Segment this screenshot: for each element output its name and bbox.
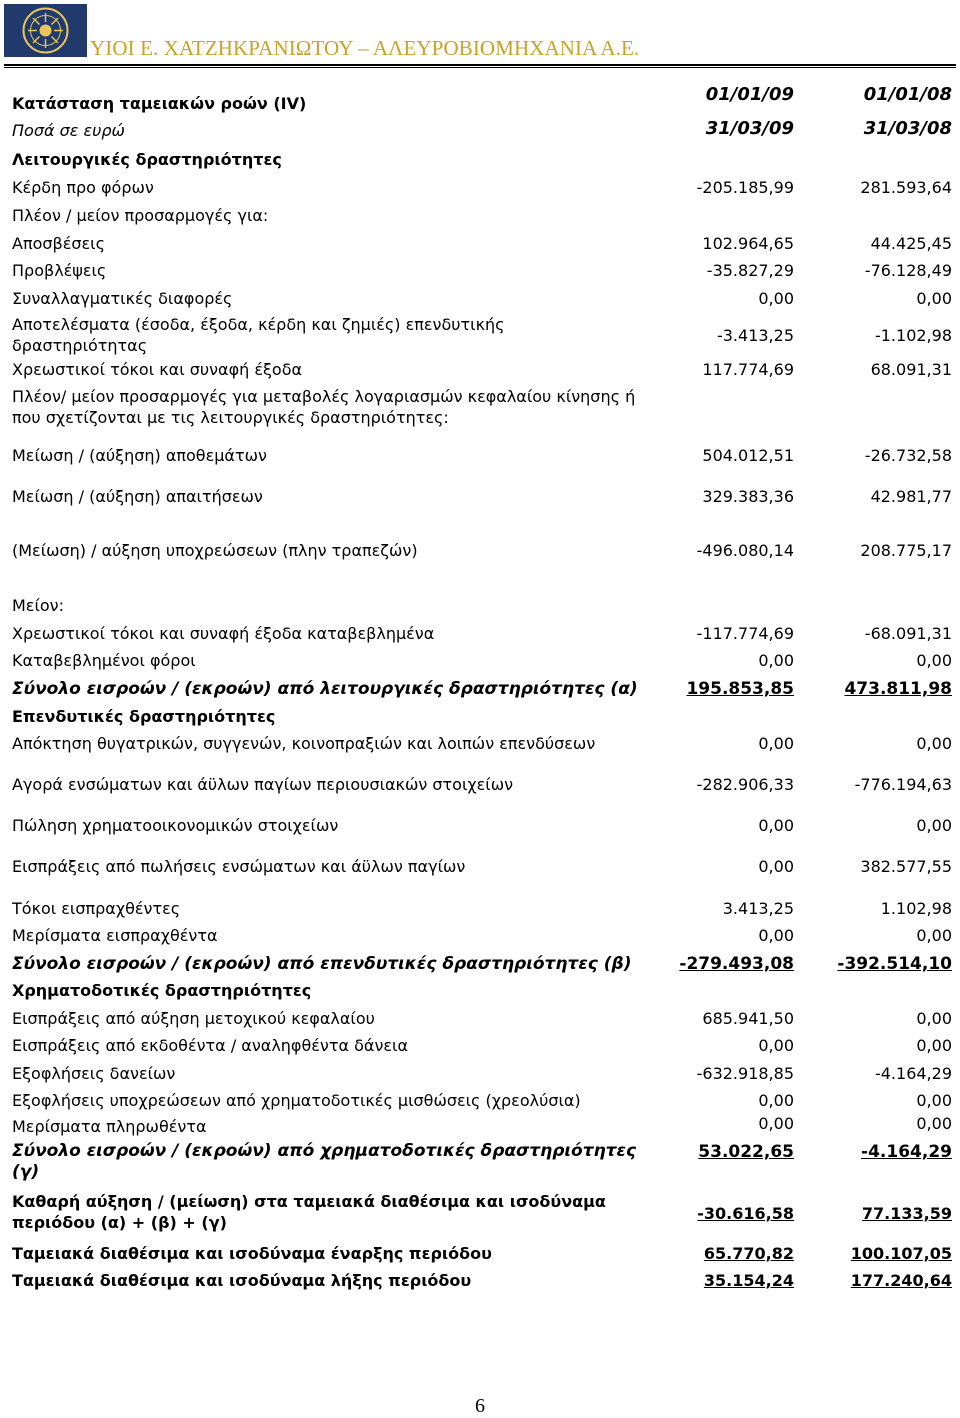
company-seal-logo — [4, 4, 87, 57]
col2-from-date: 01/01/08 — [863, 84, 952, 105]
row-label: Μείωση / (αύξηση) αποθεμάτων — [12, 446, 267, 465]
row-value-2009: 0,00 — [758, 857, 794, 876]
row-value-2009: -117.774,69 — [696, 624, 794, 643]
row-value-2009: 329.383,36 — [702, 487, 794, 506]
row-value-2009: 65.770,82 — [703, 1244, 794, 1263]
row-value-2009: -282.906,33 — [696, 775, 794, 794]
row-value-2009: -3.413,25 — [716, 326, 794, 345]
row-value-2008: 382.577,55 — [860, 857, 952, 876]
row-value-2009: 35.154,24 — [703, 1271, 794, 1290]
row-value-2008: 77.133,59 — [861, 1204, 952, 1223]
row-label: (Μείωση) / αύξηση υποχρεώσεων (πλην τραπεζών) — [12, 541, 418, 560]
row-value-2009: -496.080,14 — [696, 541, 794, 560]
row-label: Εισπράξεις από πωλήσεις ενσώματων και άϋλων παγίων — [12, 857, 466, 876]
row-value-2009: 0,00 — [758, 1114, 794, 1133]
row-value-2008: 281.593,64 — [860, 178, 952, 197]
row-label: Ταμειακά διαθέσιμα και ισοδύναμα έναρξης περιόδου — [12, 1244, 492, 1263]
row-value-2008: -4.164,29 — [861, 1142, 952, 1162]
row-value-2008: 0,00 — [916, 1114, 952, 1133]
row-value-2008: -76.128,49 — [864, 261, 952, 280]
row-label: Χρεωστικοί τόκοι και συναφή έξοδα καταβεβλημένα — [12, 624, 435, 643]
seal-emblem-icon — [4, 4, 87, 57]
row-value-2009: 0,00 — [758, 1036, 794, 1055]
row-value-2009: 102.964,65 — [702, 234, 794, 253]
row-label: Χρηματοδοτικές δραστηριότητες — [12, 981, 312, 1000]
currency-note: Ποσά σε ευρώ — [12, 121, 125, 140]
page-number: 6 — [475, 1395, 485, 1417]
row-value-2009: 685.941,50 — [702, 1009, 794, 1028]
row-label: Μερίσματα εισπραχθέντα — [12, 926, 218, 945]
row-label: Εξοφλήσεις υποχρεώσεων από χρηματοδοτικές μισθώσεις (χρεολύσια) — [12, 1091, 581, 1110]
row-value-2008: 473.811,98 — [844, 679, 952, 699]
row-label: Πώληση χρηματοοικονομικών στοιχείων — [12, 816, 339, 835]
col1-from-date: 01/01/09 — [705, 84, 794, 105]
row-label: Μερίσματα πληρωθέντα — [12, 1117, 207, 1136]
row-label: Μείωση / (αύξηση) απαιτήσεων — [12, 487, 263, 506]
row-label: Χρεωστικοί τόκοι και συναφή έξοδα — [12, 360, 303, 379]
row-value-2008: -392.514,10 — [837, 954, 952, 974]
row-label: Πλέον/ μείον προσαρμογές για μεταβολές λογαριασμών κεφαλαίου κίνησης ή που σχετίζονται με τις λειτουργικές δραστηριότητες: — [12, 387, 636, 427]
row-value-2009: 0,00 — [758, 651, 794, 670]
row-value-2008: 0,00 — [916, 734, 952, 753]
row-value-2008: 100.107,05 — [850, 1244, 952, 1263]
row-value-2008: 68.091,31 — [870, 360, 952, 379]
row-value-2009: 0,00 — [758, 1091, 794, 1110]
row-value-2008: 42.981,77 — [870, 487, 952, 506]
row-label: Προβλέψεις — [12, 261, 107, 280]
row-value-2008: 0,00 — [916, 289, 952, 308]
row-label: Μείον: — [12, 596, 64, 615]
row-value-2008: 44.425,45 — [870, 234, 952, 253]
row-label: Σύνολο εισροών / (εκροών) από επενδυτικές δραστηριότητες (β) — [12, 954, 632, 974]
row-value-2008: -68.091,31 — [864, 624, 952, 643]
row-label: Εξοφλήσεις δανείων — [12, 1064, 176, 1083]
row-label: Εισπράξεις από εκδοθέντα / αναληφθέντα δάνεια — [12, 1036, 409, 1055]
row-value-2008: 0,00 — [916, 1009, 952, 1028]
row-value-2009: 195.853,85 — [686, 679, 794, 699]
row-label: Σύνολο εισροών / (εκροών) από λειτουργικές δραστηριότητες (α) — [12, 679, 638, 699]
row-value-2009: 0,00 — [758, 289, 794, 308]
row-value-2008: 177.240,64 — [850, 1271, 952, 1290]
row-label: Αγορά ενσώματων και άϋλων παγίων περιουσιακών στοιχείων — [12, 775, 514, 794]
row-value-2008: 208.775,17 — [860, 541, 952, 560]
row-label: Τόκοι εισπραχθέντες — [12, 899, 181, 918]
row-label: Κέρδη προ φόρων — [12, 178, 154, 197]
row-label: Σύνολο εισροών / (εκροών) από χρηματοδοτικές δραστηριότητες (γ) — [12, 1141, 637, 1182]
row-value-2009: 3.413,25 — [722, 899, 794, 918]
row-value-2009: 117.774,69 — [702, 360, 794, 379]
row-value-2008: -1.102,98 — [874, 326, 952, 345]
row-value-2009: 0,00 — [758, 926, 794, 945]
row-label: Ταμειακά διαθέσιμα και ισοδύναμα λήξης περιόδου — [12, 1271, 472, 1290]
row-value-2008: 1.102,98 — [880, 899, 952, 918]
row-label: Απόκτηση θυγατρικών, συγγενών, κοινοπραξιών και λοιπών επενδύσεων — [12, 734, 596, 753]
row-value-2009: 53.022,65 — [698, 1142, 794, 1162]
col2-to-date: 31/03/08 — [863, 118, 952, 139]
row-label: Λειτουργικές δραστηριότητες — [12, 150, 282, 169]
row-label: Εισπράξεις από αύξηση μετοχικού κεφαλαίου — [12, 1009, 375, 1028]
row-value-2009: 0,00 — [758, 734, 794, 753]
row-value-2008: -26.732,58 — [864, 446, 952, 465]
company-name: ΥΙΟΙ Ε. ΧΑΤΖΗΚΡΑΝΙΩΤΟΥ – ΑΛΕΥΡΟΒΙΟΜΗΧΑΝΙΑ Α.Ε. — [90, 36, 640, 60]
row-value-2009: -205.185,99 — [696, 178, 794, 197]
row-label: Καθαρή αύξηση / (μείωση) στα ταμειακά διαθέσιμα και ισοδύναμα περιόδου (α) + (β) + (γ) — [12, 1192, 606, 1232]
row-value-2008: -776.194,63 — [854, 775, 952, 794]
statement-title: Κατάσταση ταμειακών ροών (IV) — [12, 94, 307, 113]
row-value-2008: 0,00 — [916, 816, 952, 835]
row-value-2009: -279.493,08 — [679, 954, 794, 974]
row-label: Πλέον / μείον προσαρμογές για: — [12, 206, 269, 225]
col1-to-date: 31/03/09 — [705, 118, 794, 139]
header-rule — [4, 64, 956, 66]
header-rule-thin — [4, 67, 956, 68]
row-value-2009: -30.616,58 — [697, 1204, 794, 1223]
row-label: Επενδυτικές δραστηριότητες — [12, 707, 276, 726]
row-value-2008: -4.164,29 — [874, 1064, 952, 1083]
row-value-2009: -35.827,29 — [706, 261, 794, 280]
row-label: Συναλλαγματικές διαφορές — [12, 289, 233, 308]
row-value-2009: 504.012,51 — [702, 446, 794, 465]
row-value-2008: 0,00 — [916, 1036, 952, 1055]
row-label: Αποτελέσματα (έσοδα, έξοδα, κέρδη και ζημιές) επενδυτικής δραστηριότητας — [12, 315, 505, 355]
row-label: Καταβεβλημένοι φόροι — [12, 651, 196, 670]
row-value-2008: 0,00 — [916, 926, 952, 945]
row-value-2009: 0,00 — [758, 816, 794, 835]
row-value-2008: 0,00 — [916, 1091, 952, 1110]
row-value-2009: -632.918,85 — [696, 1064, 794, 1083]
row-label: Αποσβέσεις — [12, 234, 105, 253]
row-value-2008: 0,00 — [916, 651, 952, 670]
